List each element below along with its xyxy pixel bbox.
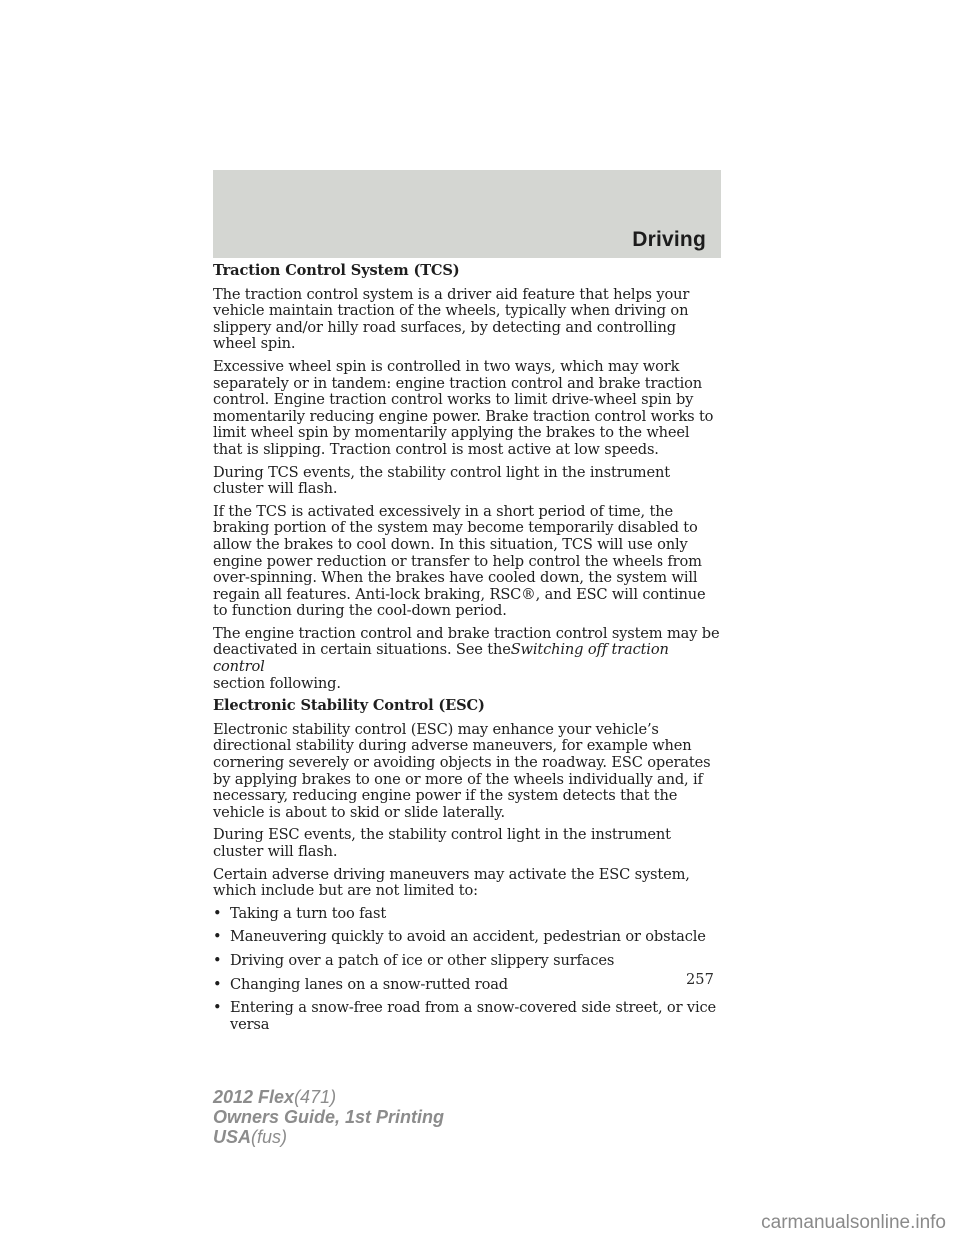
watermark-text: carmanualsonline.info [761,1212,946,1233]
list-item-text: Entering a snow-free road from a snow-covered side street, or vice versa [230,999,717,1033]
page-content [213,263,723,1040]
list-item [213,929,723,946]
list-item-text: Taking a turn too fast [230,904,387,922]
footer-market-code: (fus) [251,1127,288,1147]
tcs-paragraph-5-text: The engine traction control and brake traction control system may be deactivated in certain situations. See the [213,624,720,659]
tcs-paragraph-5 [213,626,723,692]
section-title: Driving [632,228,706,251]
cross-reference-link: Switching off traction control [213,641,669,676]
esc-paragraph-2: During ESC events, the stability control light in the instrument cluster will flash. [213,826,671,860]
bullet-icon: • [213,928,222,946]
esc-paragraph-1: Electronic stability control (ESC) may enhance your vehicle’s directional stability during adverse maneuvers, for example when cornering severely or avoiding objects in the roadway. ESC operates by applying brakes to one or more of the wheels individually and, if necessary, reducing engine power if the system detects that the vehicle is about to skid or slide laterally. [213,720,711,821]
tcs-paragraph-4: If the TCS is activated excessively in a short period of time, the braking portion of the system may become temporarily disabled to allow the brakes to cool down. In this situation, TCS will use only engine power reduction or transfer to help control the wheels from over-spinning. When the brakes have cooled down, the system will regain all features. Anti-lock braking, RSC®, and ESC will continue to function during the cool-down period. [213,502,706,620]
bullet-icon: • [213,904,222,922]
bullet-icon: • [213,951,222,969]
esc-maneuver-list [213,906,723,1034]
footer-model: 2012 Flex [213,1087,295,1107]
footer-line-edition [213,1107,444,1127]
footer-model-code: (471) [294,1087,337,1107]
tcs-paragraph-1: The traction control system is a driver aid feature that helps your vehicle maintain traction of the wheels, typically when driving on slippery and/or hilly road surfaces, by detecting and controlling wheel spin. [213,285,690,353]
bullet-icon: • [213,975,222,993]
list-item [213,1000,723,1033]
footer-line-market [213,1127,444,1147]
tcs-paragraph-3: During TCS events, the stability control light in the instrument cluster will flash. [213,463,670,498]
print-footer [213,1087,444,1147]
list-item [213,906,723,923]
list-item-text: Changing lanes on a snow-rutted road [230,975,508,993]
tcs-heading: Traction Control System (TCS) [213,262,460,279]
section-header-band [213,170,721,258]
tcs-paragraph-5-tail: section following. [213,674,341,692]
esc-paragraph-3: Certain adverse driving maneuvers may activate the ESC system, which include but are not limited to: [213,865,690,900]
bullet-icon: • [213,999,222,1017]
tcs-paragraph-2: Excessive wheel spin is controlled in two ways, which may work separately or in tandem: engine traction control and brake traction control. Engine traction control works to limit drive-wheel spin by momentarily reducing engine power. Brake traction control works to limit wheel spin by momentarily applying the brakes to the wheel that is slipping. Traction control is most active at low speeds. [213,357,714,458]
page-number: 257 [686,971,714,988]
footer-edition: Owners Guide, 1st Printing [213,1107,445,1127]
list-item-text: Maneuvering quickly to avoid an accident, pedestrian or obstacle [230,928,706,946]
list-item [213,953,723,970]
list-item [213,977,723,994]
esc-heading: Electronic Stability Control (ESC) [213,697,485,715]
footer-line-model [213,1087,444,1107]
footer-market: USA [213,1127,252,1147]
list-item-text: Driving over a patch of ice or other slippery surfaces [230,951,615,969]
